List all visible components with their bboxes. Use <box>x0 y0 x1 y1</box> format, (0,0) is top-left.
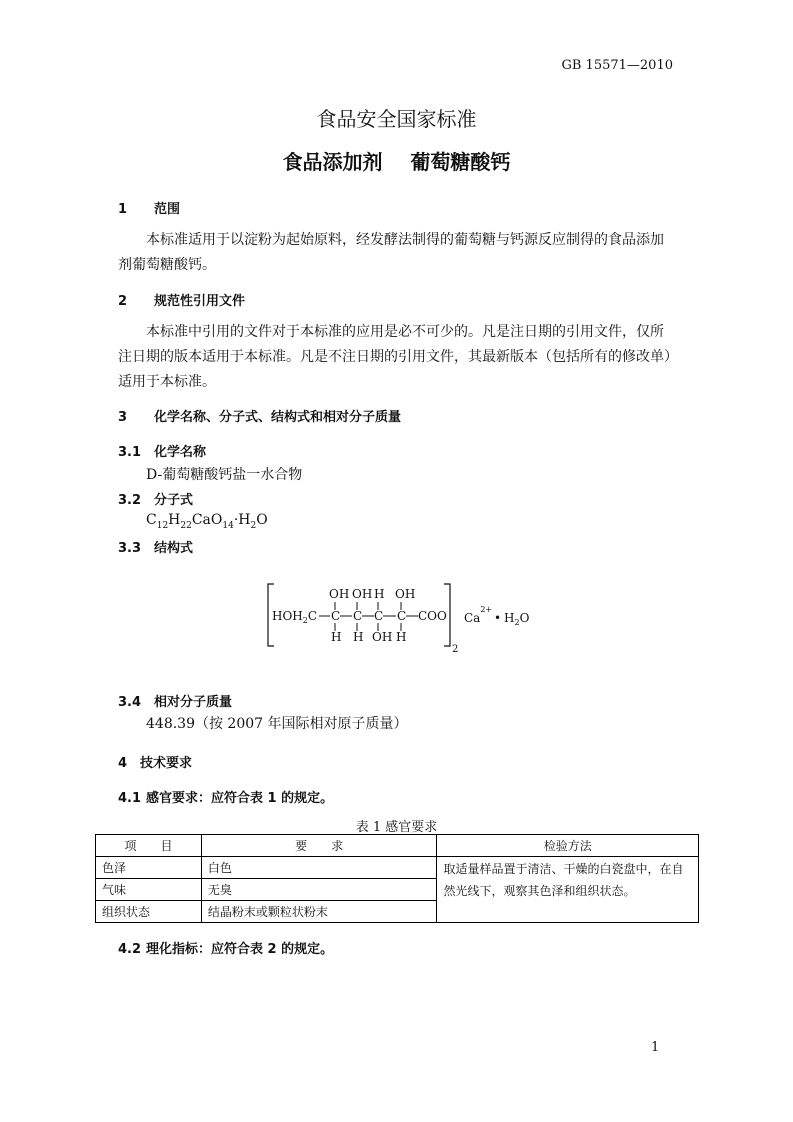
section-title: 相对分子质量 <box>154 695 233 710</box>
table-1-caption: 表 1 感官要求 <box>355 820 438 835</box>
section-number: 3.3 <box>118 541 142 556</box>
bottom-group: OH <box>372 630 393 644</box>
test-method-cell: 取适量样品置于清洁、干燥的白瓷盘中，在自然光线下，观察其色泽和组织状态。 <box>437 857 699 923</box>
section-4-2-heading <box>118 938 333 957</box>
table-row <box>96 857 699 879</box>
column-header: 要 求 <box>201 835 437 857</box>
bottom-group: H <box>331 630 342 644</box>
section-3-3-heading <box>118 537 193 556</box>
table-cell: 无臭 <box>201 879 437 901</box>
table-cell: 组织状态 <box>96 901 202 923</box>
section-4-1-heading <box>118 787 333 806</box>
carbon-atom: C <box>397 609 407 623</box>
section-number: 4.1 <box>118 791 142 806</box>
section-title: 化学名称、分子式、结构式和相对分子质量 <box>154 410 402 425</box>
table-header-row <box>96 835 699 857</box>
document-subtitle: 食品添加剂 葡萄糖酸钙 <box>282 150 511 174</box>
section-number: 4.2 <box>118 942 142 957</box>
sensory-requirements-table <box>95 834 699 923</box>
bottom-group: H <box>396 630 407 644</box>
document-title: 食品安全国家标准 <box>316 107 477 131</box>
page-number: 1 <box>651 1040 660 1055</box>
section-number: 3.1 <box>118 445 142 460</box>
column-header: 检验方法 <box>437 835 699 857</box>
chemical-name: D-葡萄糖酸钙盐一水合物 <box>146 467 303 483</box>
water-dot: • <box>494 611 502 625</box>
section-title: 分子式 <box>154 493 194 508</box>
section-2-text: 本标准中引用的文件对于本标准的应用是必不可少的。凡是注日期的引用文件，仅所注日期的版本适用于本标准。凡是不注日期的引用文件，其最新版本（包括所有的修改单）适用于本标准。 <box>118 324 671 390</box>
section-number: 3.4 <box>118 695 142 710</box>
section-4-heading <box>118 752 192 771</box>
section-title: 感官要求：应符合表 1 的规定。 <box>146 791 334 806</box>
section-number: 3 <box>118 410 128 425</box>
carbon-atom: C <box>331 609 341 623</box>
section-title: 技术要求 <box>140 756 193 771</box>
section-number: 4 <box>118 756 128 771</box>
top-group: OH <box>395 587 416 601</box>
section-3-1-heading <box>118 441 206 460</box>
section-title: 理化指标：应符合表 2 的规定。 <box>146 942 334 957</box>
bottom-group: H <box>353 630 364 644</box>
table-cell: 结晶粉末或颗粒状粉末 <box>201 901 437 923</box>
section-number: 2 <box>118 294 128 309</box>
top-group: H <box>374 587 385 601</box>
section-number: 1 <box>118 202 128 217</box>
section-2-heading <box>118 290 245 309</box>
calcium-ion: $Ca^{2+}$ <box>464 605 493 625</box>
section-3-4-heading <box>118 691 232 710</box>
section-title: 结构式 <box>154 541 194 556</box>
section-3-heading <box>118 406 401 425</box>
water-molecule: $H_2O$ <box>504 611 530 627</box>
carbon-atom: C <box>374 609 384 623</box>
section-title: 化学名称 <box>154 445 207 460</box>
top-group: OH <box>329 587 350 601</box>
section-3-2-heading <box>118 489 193 508</box>
section-title: 规范性引用文件 <box>154 294 246 309</box>
standard-number: GB 15571—2010 <box>561 58 673 73</box>
molecular-mass: 448.39（按 2007 年国际相对原子质量） <box>146 716 408 732</box>
top-group: OH <box>352 587 373 601</box>
chain-start: $HOH_2C$ <box>272 609 318 625</box>
carbon-atom: C <box>353 609 363 623</box>
section-number: 3.2 <box>118 493 142 508</box>
table-cell: 白色 <box>201 857 437 879</box>
section-1-text: 本标准适用于以淀粉为起始原料，经发酵法制得的葡萄糖与钙源反应制得的食品添加剂葡萄糖酸钙。 <box>118 232 664 273</box>
section-title: 范围 <box>154 202 181 217</box>
carboxylate: COO <box>418 609 447 623</box>
bracket-subscript: 2 <box>452 644 459 655</box>
table-cell: 气味 <box>96 879 202 901</box>
table-cell: 色泽 <box>96 857 202 879</box>
molecular-formula: $C_{12}H_{22}CaO_{14}\cdot H_2O$ <box>146 512 268 531</box>
column-header: 项 目 <box>96 835 202 857</box>
structural-formula <box>262 578 542 658</box>
section-1-heading <box>118 198 180 217</box>
